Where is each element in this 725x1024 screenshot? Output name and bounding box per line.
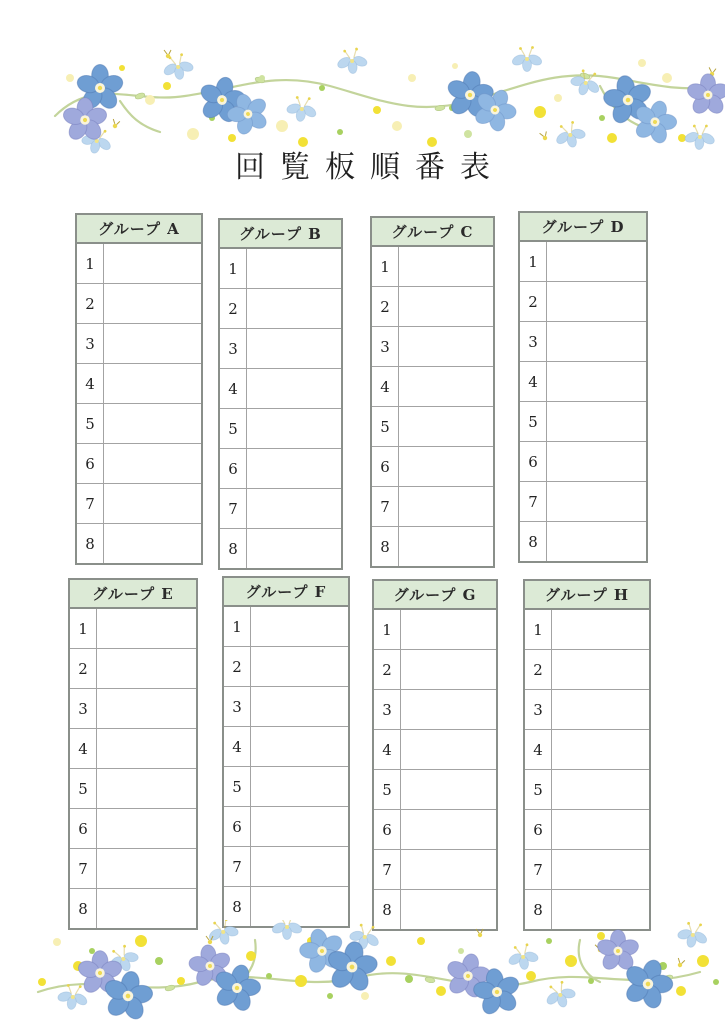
row-number: 4 <box>371 367 399 407</box>
member-name-cell <box>247 529 343 570</box>
row-number: 4 <box>519 362 547 402</box>
large-flowers <box>76 923 680 1024</box>
member-name-cell <box>97 809 198 849</box>
group-table-H <box>523 579 651 931</box>
member-name-cell <box>251 807 350 847</box>
row-number: 4 <box>76 364 104 404</box>
table-row <box>519 442 647 482</box>
group-header-B: グループ B <box>219 219 342 248</box>
member-name-cell <box>552 770 651 810</box>
row-number: 6 <box>223 807 251 847</box>
member-name-cell <box>399 246 495 287</box>
member-name-cell <box>97 889 198 930</box>
member-name-cell <box>104 484 203 524</box>
table-row <box>373 850 497 890</box>
table-row <box>76 284 202 324</box>
table-row <box>373 770 497 810</box>
row-number: 2 <box>373 650 401 690</box>
table-row <box>373 609 497 650</box>
row-number: 6 <box>373 810 401 850</box>
table-row <box>219 449 342 489</box>
group-header-D: グループ D <box>519 212 647 241</box>
table-row <box>219 329 342 369</box>
table-row <box>371 287 494 327</box>
row-number: 6 <box>219 449 247 489</box>
group-header-E: グループ E <box>69 579 197 608</box>
member-name-cell <box>399 327 495 367</box>
member-name-cell <box>104 524 203 565</box>
table-row <box>76 524 202 565</box>
table-row <box>524 730 650 770</box>
member-name-cell <box>104 364 203 404</box>
row-number: 3 <box>76 324 104 364</box>
row-number: 5 <box>524 770 552 810</box>
stem-vine <box>38 940 700 992</box>
row-number: 4 <box>219 369 247 409</box>
row-number: 2 <box>76 284 104 324</box>
member-name-cell <box>247 369 343 409</box>
group-table-D <box>518 211 648 563</box>
table-row <box>371 367 494 407</box>
bee-sprouts <box>91 929 685 985</box>
row-number: 3 <box>223 687 251 727</box>
table-row <box>76 444 202 484</box>
member-name-cell <box>547 482 648 522</box>
member-name-cell <box>247 329 343 369</box>
member-name-cell <box>97 608 198 649</box>
table-row <box>219 289 342 329</box>
row-number: 1 <box>223 606 251 647</box>
row-number: 8 <box>69 889 97 930</box>
row-number: 1 <box>519 241 547 282</box>
row-number: 7 <box>76 484 104 524</box>
row-number: 4 <box>69 729 97 769</box>
row-number: 8 <box>223 887 251 928</box>
row-number: 3 <box>69 689 97 729</box>
row-number: 7 <box>223 847 251 887</box>
member-name-cell <box>104 444 203 484</box>
member-name-cell <box>97 849 198 889</box>
member-name-cell <box>552 890 651 931</box>
member-name-cell <box>401 730 498 770</box>
table-row <box>223 847 349 887</box>
row-number: 5 <box>371 407 399 447</box>
table-row <box>524 650 650 690</box>
table-row <box>219 369 342 409</box>
member-name-cell <box>547 362 648 402</box>
row-number: 3 <box>519 322 547 362</box>
member-name-cell <box>552 690 651 730</box>
member-name-cell <box>251 687 350 727</box>
table-row <box>219 248 342 289</box>
table-row <box>519 282 647 322</box>
table-row <box>373 690 497 730</box>
row-number: 4 <box>223 727 251 767</box>
member-name-cell <box>552 730 651 770</box>
table-row <box>519 402 647 442</box>
table-row <box>69 849 197 889</box>
row-number: 4 <box>524 730 552 770</box>
table-row <box>373 890 497 931</box>
member-name-cell <box>547 282 648 322</box>
member-name-cell <box>552 850 651 890</box>
floral-border-bottom-icon <box>0 920 725 1024</box>
row-number: 5 <box>219 409 247 449</box>
row-number: 5 <box>223 767 251 807</box>
row-number: 1 <box>524 609 552 650</box>
member-name-cell <box>104 284 203 324</box>
table-row <box>69 809 197 849</box>
table-row <box>371 447 494 487</box>
member-name-cell <box>104 243 203 284</box>
member-name-cell <box>552 609 651 650</box>
member-name-cell <box>247 489 343 529</box>
row-number: 2 <box>69 649 97 689</box>
table-row <box>371 487 494 527</box>
table-row <box>69 729 197 769</box>
group-header-F: グループ F <box>223 577 349 606</box>
row-number: 4 <box>373 730 401 770</box>
bee-sprouts <box>110 50 716 141</box>
table-row <box>76 404 202 444</box>
member-name-cell <box>401 690 498 730</box>
member-name-cell <box>399 287 495 327</box>
table-row <box>223 647 349 687</box>
row-number: 7 <box>524 850 552 890</box>
row-number: 1 <box>76 243 104 284</box>
table-row <box>519 482 647 522</box>
table-row <box>373 730 497 770</box>
table-row <box>223 887 349 928</box>
group-header-H: グループ H <box>524 580 650 609</box>
member-name-cell <box>251 647 350 687</box>
table-row <box>371 407 494 447</box>
member-name-cell <box>251 767 350 807</box>
table-row <box>69 608 197 649</box>
row-number: 3 <box>219 329 247 369</box>
member-name-cell <box>401 890 498 931</box>
row-number: 6 <box>519 442 547 482</box>
member-name-cell <box>401 810 498 850</box>
row-number: 3 <box>373 690 401 730</box>
row-number: 8 <box>371 527 399 568</box>
member-name-cell <box>552 810 651 850</box>
stem-vine <box>55 72 710 132</box>
row-number: 6 <box>524 810 552 850</box>
member-name-cell <box>399 367 495 407</box>
member-name-cell <box>547 322 648 362</box>
row-number: 2 <box>219 289 247 329</box>
member-name-cell <box>251 727 350 767</box>
table-row <box>69 649 197 689</box>
member-name-cell <box>547 442 648 482</box>
table-row <box>524 609 650 650</box>
table-row <box>519 362 647 402</box>
row-number: 8 <box>373 890 401 931</box>
row-number: 8 <box>219 529 247 570</box>
row-number: 3 <box>371 327 399 367</box>
group-table-E <box>68 578 198 930</box>
member-name-cell <box>97 689 198 729</box>
row-number: 1 <box>373 609 401 650</box>
table-row <box>223 727 349 767</box>
table-row <box>69 889 197 930</box>
sprig-flowers <box>78 46 717 157</box>
member-name-cell <box>552 650 651 690</box>
row-number: 7 <box>371 487 399 527</box>
row-number: 5 <box>519 402 547 442</box>
group-header-C: グループ C <box>371 217 494 246</box>
member-name-cell <box>399 487 495 527</box>
member-name-cell <box>401 770 498 810</box>
member-name-cell <box>547 522 648 563</box>
row-number: 6 <box>371 447 399 487</box>
row-number: 3 <box>524 690 552 730</box>
row-number: 8 <box>524 890 552 931</box>
row-number: 7 <box>373 850 401 890</box>
member-name-cell <box>401 650 498 690</box>
table-row <box>371 327 494 367</box>
group-table-B <box>218 218 343 570</box>
table-row <box>219 409 342 449</box>
table-row <box>524 850 650 890</box>
row-number: 5 <box>373 770 401 810</box>
row-number: 8 <box>519 522 547 563</box>
row-number: 2 <box>519 282 547 322</box>
dots-cluster <box>66 59 686 147</box>
table-row <box>373 650 497 690</box>
table-row <box>519 322 647 362</box>
row-number: 7 <box>219 489 247 529</box>
member-name-cell <box>251 847 350 887</box>
member-name-cell <box>251 887 350 928</box>
member-name-cell <box>104 324 203 364</box>
table-row <box>524 690 650 730</box>
member-name-cell <box>97 729 198 769</box>
row-number: 8 <box>76 524 104 565</box>
table-row <box>223 606 349 647</box>
member-name-cell <box>97 649 198 689</box>
table-row <box>69 689 197 729</box>
table-row <box>219 489 342 529</box>
row-number: 2 <box>371 287 399 327</box>
member-name-cell <box>247 409 343 449</box>
table-row <box>519 522 647 563</box>
member-name-cell <box>401 850 498 890</box>
group-table-F <box>222 576 350 928</box>
table-row <box>219 529 342 570</box>
table-row <box>371 246 494 287</box>
member-name-cell <box>247 289 343 329</box>
member-name-cell <box>97 769 198 809</box>
row-number: 1 <box>69 608 97 649</box>
row-number: 7 <box>69 849 97 889</box>
table-row <box>223 807 349 847</box>
table-row <box>371 527 494 568</box>
member-name-cell <box>247 248 343 289</box>
member-name-cell <box>251 606 350 647</box>
group-table-A <box>75 213 203 565</box>
row-number: 5 <box>69 769 97 809</box>
member-name-cell <box>399 407 495 447</box>
large-flowers <box>61 65 725 150</box>
table-row <box>524 770 650 810</box>
table-row <box>524 890 650 931</box>
member-name-cell <box>247 449 343 489</box>
row-number: 1 <box>219 248 247 289</box>
table-row <box>373 810 497 850</box>
member-name-cell <box>399 527 495 568</box>
table-row <box>519 241 647 282</box>
member-name-cell <box>399 447 495 487</box>
row-number: 6 <box>76 444 104 484</box>
table-row <box>223 687 349 727</box>
row-number: 7 <box>519 482 547 522</box>
member-name-cell <box>547 402 648 442</box>
dots-cluster <box>38 932 719 1000</box>
table-row <box>76 243 202 284</box>
table-row <box>524 810 650 850</box>
row-number: 2 <box>524 650 552 690</box>
member-name-cell <box>547 241 648 282</box>
table-row <box>76 324 202 364</box>
group-header-G: グループ G <box>373 580 497 609</box>
table-row <box>76 484 202 524</box>
page-title: 回覧板順番表 <box>235 150 505 185</box>
table-row <box>223 767 349 807</box>
row-number: 2 <box>223 647 251 687</box>
sprig-flowers <box>55 920 712 1012</box>
row-number: 6 <box>69 809 97 849</box>
group-header-A: グループ A <box>76 214 202 243</box>
table-row <box>69 769 197 809</box>
group-table-G <box>372 579 498 931</box>
member-name-cell <box>104 404 203 444</box>
row-number: 5 <box>76 404 104 444</box>
group-table-C <box>370 216 495 568</box>
row-number: 1 <box>371 246 399 287</box>
member-name-cell <box>401 609 498 650</box>
table-row <box>76 364 202 404</box>
